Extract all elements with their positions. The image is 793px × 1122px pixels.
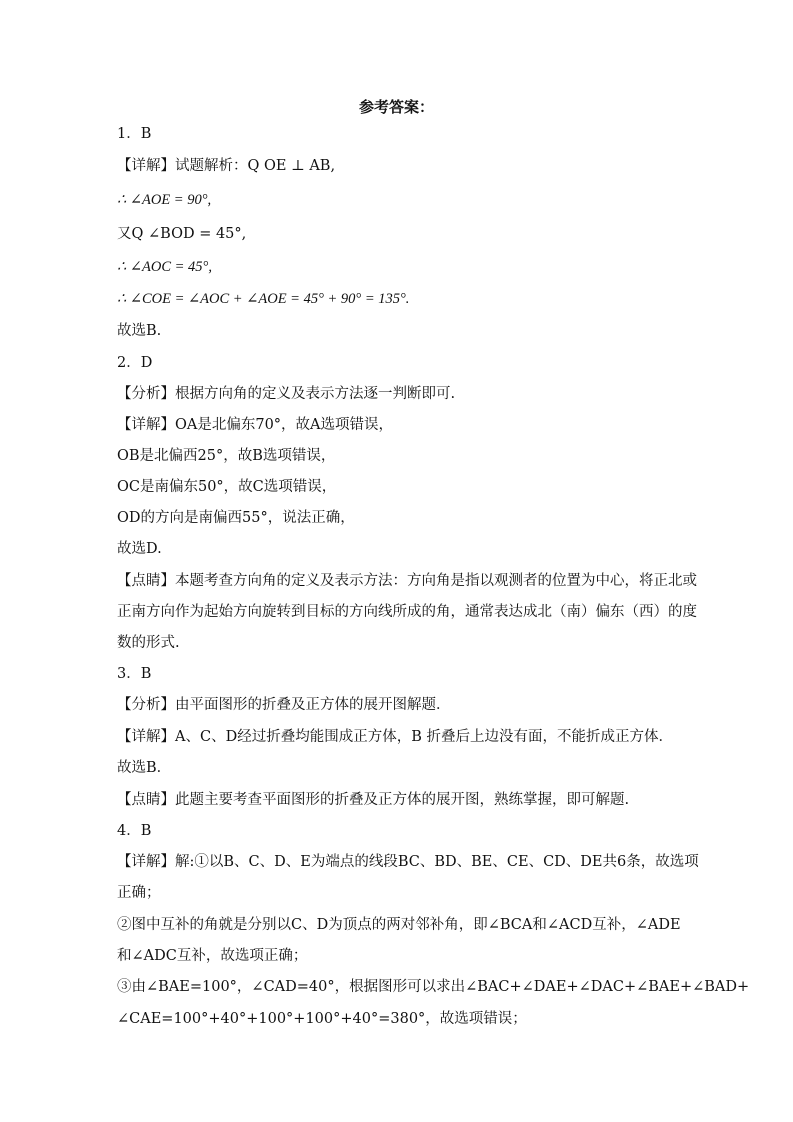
answer-line: 【详解】A、C、D经过折叠均能围成正方体，B 折叠后上边没有面，不能折成正方体． <box>117 729 673 745</box>
answer-line: 3．B <box>117 666 152 682</box>
answer-line: 4．B <box>117 823 152 839</box>
answer-line: 【详解】解:①以B、C、D、E为端点的线段BC、BD、BE、CE、CD、DE共6条，故选项 <box>117 854 699 870</box>
answer-line: 故选B． <box>117 760 172 776</box>
answer-line: ∴ ∠COE = ∠AOC + ∠AOE = 45° + 90° = 135°. <box>117 291 410 307</box>
answer-line: 数的形式. <box>117 635 180 651</box>
answer-line: 【详解】OA是北偏东70°，故A选项错误， <box>117 417 394 433</box>
answer-line: 故选D. <box>117 541 162 557</box>
answer-line: 【分析】根据方向角的定义及表示方法逐一判断即可. <box>117 386 456 402</box>
answer-line: 【点睛】此题主要考查平面图形的折叠及正方体的展开图，熟练掌握，即可解题. <box>117 792 630 808</box>
answer-line: 正南方向作为起始方向旋转到目标的方向线所成的角，通常表达成北（南）偏东（西）的度 <box>117 604 697 620</box>
answer-line: 故选B. <box>117 323 162 339</box>
answer-line: 【分析】由平面图形的折叠及正方体的展开图解题． <box>117 697 451 713</box>
answer-line: 1．B <box>117 126 152 142</box>
answer-line: OD的方向是南偏西55°，说法正确， <box>117 510 355 526</box>
answer-line: 2．D <box>117 355 153 371</box>
answer-line: 又Q ∠BOD = 45°, <box>117 226 247 242</box>
answer-line: 【点睛】本题考查方向角的定义及表示方法：方向角是指以观测者的位置为中心，将正北或 <box>117 573 697 589</box>
answer-line: ∴ ∠AOE = 90°, <box>117 192 212 208</box>
answer-line: ∴ ∠AOC = 45°, <box>117 259 212 275</box>
answer-line: OB是北偏西25°，故B选项错误， <box>117 448 336 464</box>
answer-line: ③由∠BAE=100°，∠CAD=40°，根据图形可以求出∠BAC+∠DAE+∠DAC+∠BAE+∠BAD+ <box>117 979 750 995</box>
answer-line: ②图中互补的角就是分别以C、D为顶点的两对邻补角，即∠BCA和∠ACD互补，∠ADE <box>117 917 681 933</box>
answer-line: ∠CAE=100°+40°+100°+100°+40°=380°，故选项错误； <box>117 1011 527 1027</box>
answer-line: OC是南偏东50°，故C选项错误， <box>117 479 337 495</box>
answer-key-title: 参考答案： <box>358 98 434 116</box>
answer-line: 【详解】试题解析：Q OE ⊥ AB, <box>117 158 336 174</box>
answer-line: 正确； <box>117 885 161 901</box>
answer-line: 和∠ADC互补，故选项正确； <box>117 948 308 964</box>
